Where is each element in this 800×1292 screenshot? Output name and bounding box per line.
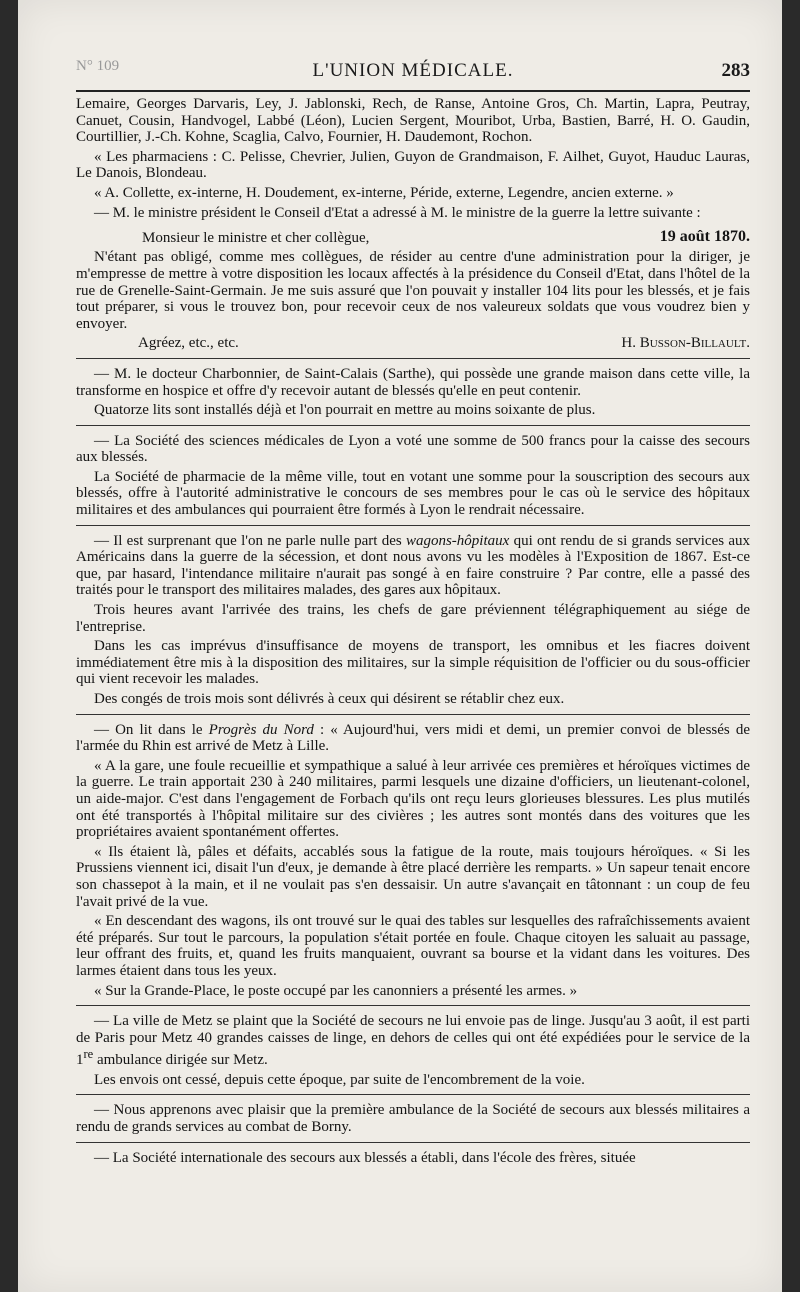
paragraph-ecole: — La Société internationale des secours aux blessés a établi, dans l'école des frères, située [94, 1149, 636, 1166]
journal-title: L'UNION MÉDICALE. [312, 60, 514, 81]
divider [76, 425, 750, 426]
wagons-text-c: qui ont rendu de si grands services aux Américains dans la guerre de la sécession, et dont nous avons vu les modèles à l'Exposition de 1867. Est-ce que, par hasard, l'intendance militaire n'aurait pas songé à en faire construire ? Par contre, elle a passé des traités pour le transport des militaires malades, des gares aux hôpitaux. [76, 532, 751, 599]
letter-signature: H. Busson-Billault. [621, 335, 750, 352]
paragraph-lyon: — La Société des sciences médicales de Lyon a voté une somme de 500 francs pour la caisse des secours aux blessés. [76, 432, 750, 466]
article-body [76, 96, 750, 1169]
divider [76, 1142, 750, 1143]
paragraph-collette: « A. Collette, ex-interne, H. Doudement, ex-interne, Péride, externe, Legendre, ancien externe. » [94, 184, 674, 201]
wagons-italic: wagons-hôpitaux [405, 532, 510, 549]
paragraph-gare: « A la gare, une foule recueillie et sympathique a salué à leur arrivée ces premières et héroïques victimes de la guerre. Le train apportait 230 à 240 militaires, parmi lesquels une dizaine d'officiers, un lieutenant-colonel, un aide-major. C'est dans l'engagement de Forbach qu'ils ont reçu leurs glorieuses blessures. Les plus mutilés ont été transportés à l'hôpital militaire sur des civières ; les autres sont montés dans des voitures que les propriétaires avaient spontanément offertes. [76, 757, 750, 841]
progres-text-c: : « Aujourd'hui, vers midi et demi, un premier convoi de blessés de l'armée du Rhin est arrivé de Metz à Lille. [76, 721, 751, 755]
paragraph-envois: Les envois ont cessé, depuis cette époque, par suite de l'encombrement de la voie. [94, 1071, 585, 1088]
letter-salutation: Monsieur le ministre et cher collègue, [142, 229, 370, 246]
progres-italic: Progrès du Nord [208, 721, 314, 738]
paragraph-lyon-pharmacie: La Société de pharmacie de la même ville, tout en votant une somme pour la souscription des secours aux blessés, offre à l'autorité administrative le concours de ses membres pour le cas où le service des hôpitaux militaires et des ambulances qui pourraient être formés à Lyon le rendrait nécessaire. [76, 468, 750, 519]
divider [76, 1005, 750, 1006]
paragraph-heroiques: « Ils étaient là, pâles et défaits, accablés sous la fatigue de la route, mais toujours héroïques. « Si les Prussiens viennent ici, disait l'un d'eux, je demande à être placé derrière les remparts. » Un sapeur tenait encore son chassepot à la main, et il ne voulait pas s'en dessaisir. Un autre s'avançait en tâtonnant : un coup de feu l'avait privé de la vue. [76, 843, 750, 910]
paragraph-grande-place: « Sur la Grande-Place, le poste occupé par les canonniers a présenté les armes. » [94, 982, 578, 999]
paragraph-wagons [76, 533, 750, 599]
metz-text-b: ambulance dirigée sur Metz. [93, 1052, 268, 1069]
divider [76, 525, 750, 526]
issue-number: N° 109 [76, 58, 120, 74]
paragraph-omnibus: Dans les cas imprévus d'insuffisance de moyens de transport, les omnibus et les fiacres doivent immédiatement être mis à la disposition des militaires, sur la simple réquisition de l'officier ou du sous-officier qui vient recevoir les malades. [76, 638, 750, 688]
page-header [76, 56, 750, 92]
paragraph-borny: — Nous apprenons avec plaisir que la première ambulance de la Société de secours aux blessés militaires a rendu de grands services au combat de Borny. [76, 1102, 750, 1136]
paragraph-wagons-quai: « En descendant des wagons, ils ont trouvé sur le quai des tables sur lesquelles des rafraîchissements avaient été préparés. Sur tout le parcours, la population s'était portée en foule. Chaque citoyen les saluait au passage, leur offrant des fruits, et, quand les fruits manquaient, ouvrant sa bourse et la vidant dans les voitures. Des larmes étaient dans tous les yeux. [76, 913, 750, 979]
paragraph-ministre: — M. le ministre président le Conseil d'Etat a adressé à M. le ministre de la guerre la lettre suivante : [94, 204, 701, 221]
letter-closing: Agréez, etc., etc. [138, 335, 239, 352]
letter-date: 19 août 1870. [659, 228, 750, 246]
metz-superscript: re [83, 1047, 94, 1062]
paragraph-names-list: Lemaire, Georges Darvaris, Ley, J. Jablonski, Rech, de Ranse, Antoine Gros, Ch. Martin, Lapra, Peutray, Canuet, Cousin, Handvogel, Labbé (Léon), Lucien Sergent, Mouribot, Urba, Bastien, Barré, H. O. Gaudin, Courtillier, J.-Ch. Kohne, Scaglia, Calvo, Fournier, H. Daudemont, Rochon. [76, 96, 750, 146]
letter-body: N'étant pas obligé, comme mes collègues, de résider au centre d'une administration pour la diriger, je m'empresse de mettre à votre disposition les locaux affectés à la présidence du Conseil d'Etat, dans l'hôtel de la rue de Grenelle-Saint-Germain. Je me suis assuré que l'on pouvait y installer 104 lits pour les blessés, et je fais tout préparer, si vous le trouvez bon, pour recevoir ceux de nos valeureux soldats que vous voudrez bien y envoyer. [76, 249, 750, 332]
page-number: 283 [721, 60, 750, 81]
metz-text-a: — La ville de Metz se plaint que la Société de secours ne lui envoie pas de linge. Jusqu'au 3 août, il est parti de Paris pour Metz 40 grandes caisses de linge, en dehors de celles qui ont été expédiées pour le service de la 1 [76, 1013, 750, 1069]
wagons-text-a: — Il est surprenant que l'on ne parle nulle part des [94, 532, 406, 549]
paragraph-conges: Des congés de trois mois sont délivrés à ceux qui désirent se rétablir chez eux. [94, 691, 565, 707]
document-page [18, 0, 782, 1292]
divider [76, 358, 750, 359]
paragraph-trains: Trois heures avant l'arrivée des trains, les chefs de gare préviennent télégraphiquement au siége de l'entreprise. [76, 602, 750, 635]
progres-text-a: — On lit dans le [94, 721, 209, 738]
paragraph-pharmaciens: « Les pharmaciens : C. Pelisse, Chevrier, Julien, Guyon de Grandmaison, F. Ailhet, Guyot, Hauduc Lauras, Le Danois, Blondeau. [76, 148, 750, 182]
paragraph-charbonnier-lits: Quatorze lits sont installés déjà et l'on pourrait en mettre au moins soixante de plus. [94, 402, 596, 419]
paragraph-charbonnier: — M. le docteur Charbonnier, de Saint-Calais (Sarthe), qui possède une grande maison dans cette ville, la transforme en hospice et offre d'y recevoir autant de blessés qu'elle en peut contenir. [76, 365, 750, 399]
paragraph-metz [76, 1013, 750, 1069]
divider [76, 714, 750, 715]
letter-signature-line [76, 335, 750, 352]
divider [76, 1094, 750, 1095]
paragraph-progres [76, 722, 750, 755]
